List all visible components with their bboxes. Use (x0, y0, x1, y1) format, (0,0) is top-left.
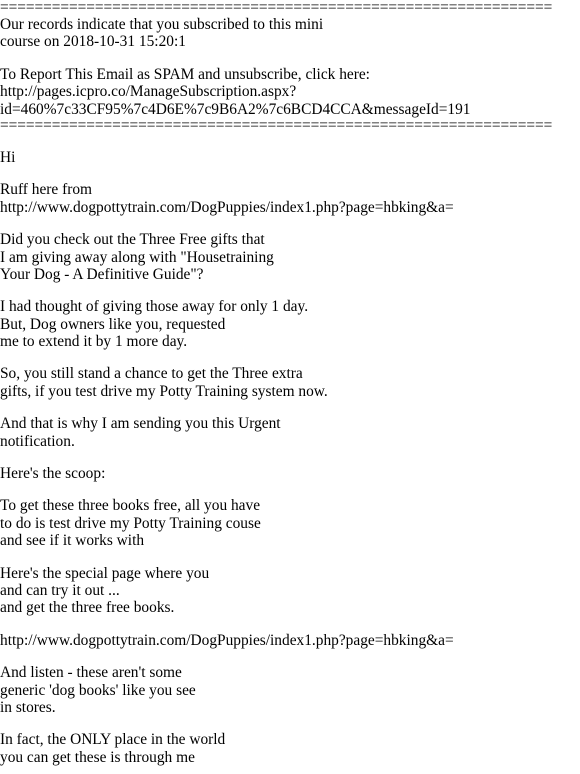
subscription-notice-line: Our records indicate that you subscribed to this mini (0, 16, 324, 33)
spam-report-line: To Report This Email as SPAM and unsubscribe, click here: (0, 65, 370, 83)
intro-line: Ruff here from (0, 181, 93, 199)
paragraph-line: Here's the special page where you (0, 564, 210, 582)
paragraph-line: notification. (0, 432, 75, 450)
paragraph-line: But, Dog owners like you, requested (0, 315, 226, 333)
paragraph-line: gifts, if you test drive my Potty Training system now. (0, 382, 328, 400)
separator-rule-top: ================================================================ (0, 0, 553, 16)
greeting: Hi (0, 148, 16, 166)
special-page-link-text[interactable]: http://www.dogpottytrain.com/DogPuppies/index1.php?page=hbking&a= (0, 631, 454, 649)
subscription-date-line: course on 2018-10-31 15:20:1 (0, 33, 186, 51)
unsubscribe-link-continued[interactable] (0, 101, 580, 118)
scoop-line: Here's the scoop: (0, 465, 106, 483)
paragraph-line: me to extend it by 1 more day. (0, 333, 188, 351)
paragraph-line: Your Dog - A Definitive Guide"? (0, 265, 204, 283)
paragraph-line: And listen - these aren't some (0, 664, 182, 682)
paragraph-line: In fact, the ONLY place in the world (0, 731, 226, 749)
paragraph-line: I had thought of giving those away for only 1 day. (0, 298, 309, 316)
paragraph-line: to do is test drive my Potty Training couse (0, 514, 261, 532)
paragraph-line: To get these three books free, all you have (0, 497, 261, 515)
paragraph-line: and see if it works with (0, 532, 145, 550)
paragraph-line: and can try it out ... (0, 581, 120, 599)
paragraph-line: Did you check out the Three Free gifts that (0, 231, 265, 249)
paragraph-line: generic 'dog books' like you see (0, 681, 196, 699)
unsubscribe-link[interactable] (0, 83, 580, 100)
sales-page-link[interactable] (0, 199, 580, 216)
unsubscribe-link-part2[interactable]: id=460%7c33CF95%7c4D6E%7c9B6A2%7c6BCD4CCA&messageId=191 (0, 100, 471, 118)
paragraph-line: in stores. (0, 698, 56, 716)
sales-page-link-text[interactable]: http://www.dogpottytrain.com/DogPuppies/index1.php?page=hbking&a= (0, 198, 454, 216)
paragraph-line: and get the three free books. (0, 599, 175, 617)
paragraph-line: I am giving away along with "Housetraining (0, 248, 274, 266)
separator-rule-bottom: ================================================================ (0, 116, 553, 134)
special-page-link[interactable] (0, 632, 580, 649)
paragraph-line: And that is why I am sending you this Urgent (0, 415, 281, 433)
paragraph-line: you can get these is through me (0, 748, 195, 766)
paragraph-line: So, you still stand a chance to get the Three extra (0, 365, 303, 383)
unsubscribe-link-part1[interactable]: http://pages.icpro.co/ManageSubscription.aspx? (0, 83, 297, 101)
